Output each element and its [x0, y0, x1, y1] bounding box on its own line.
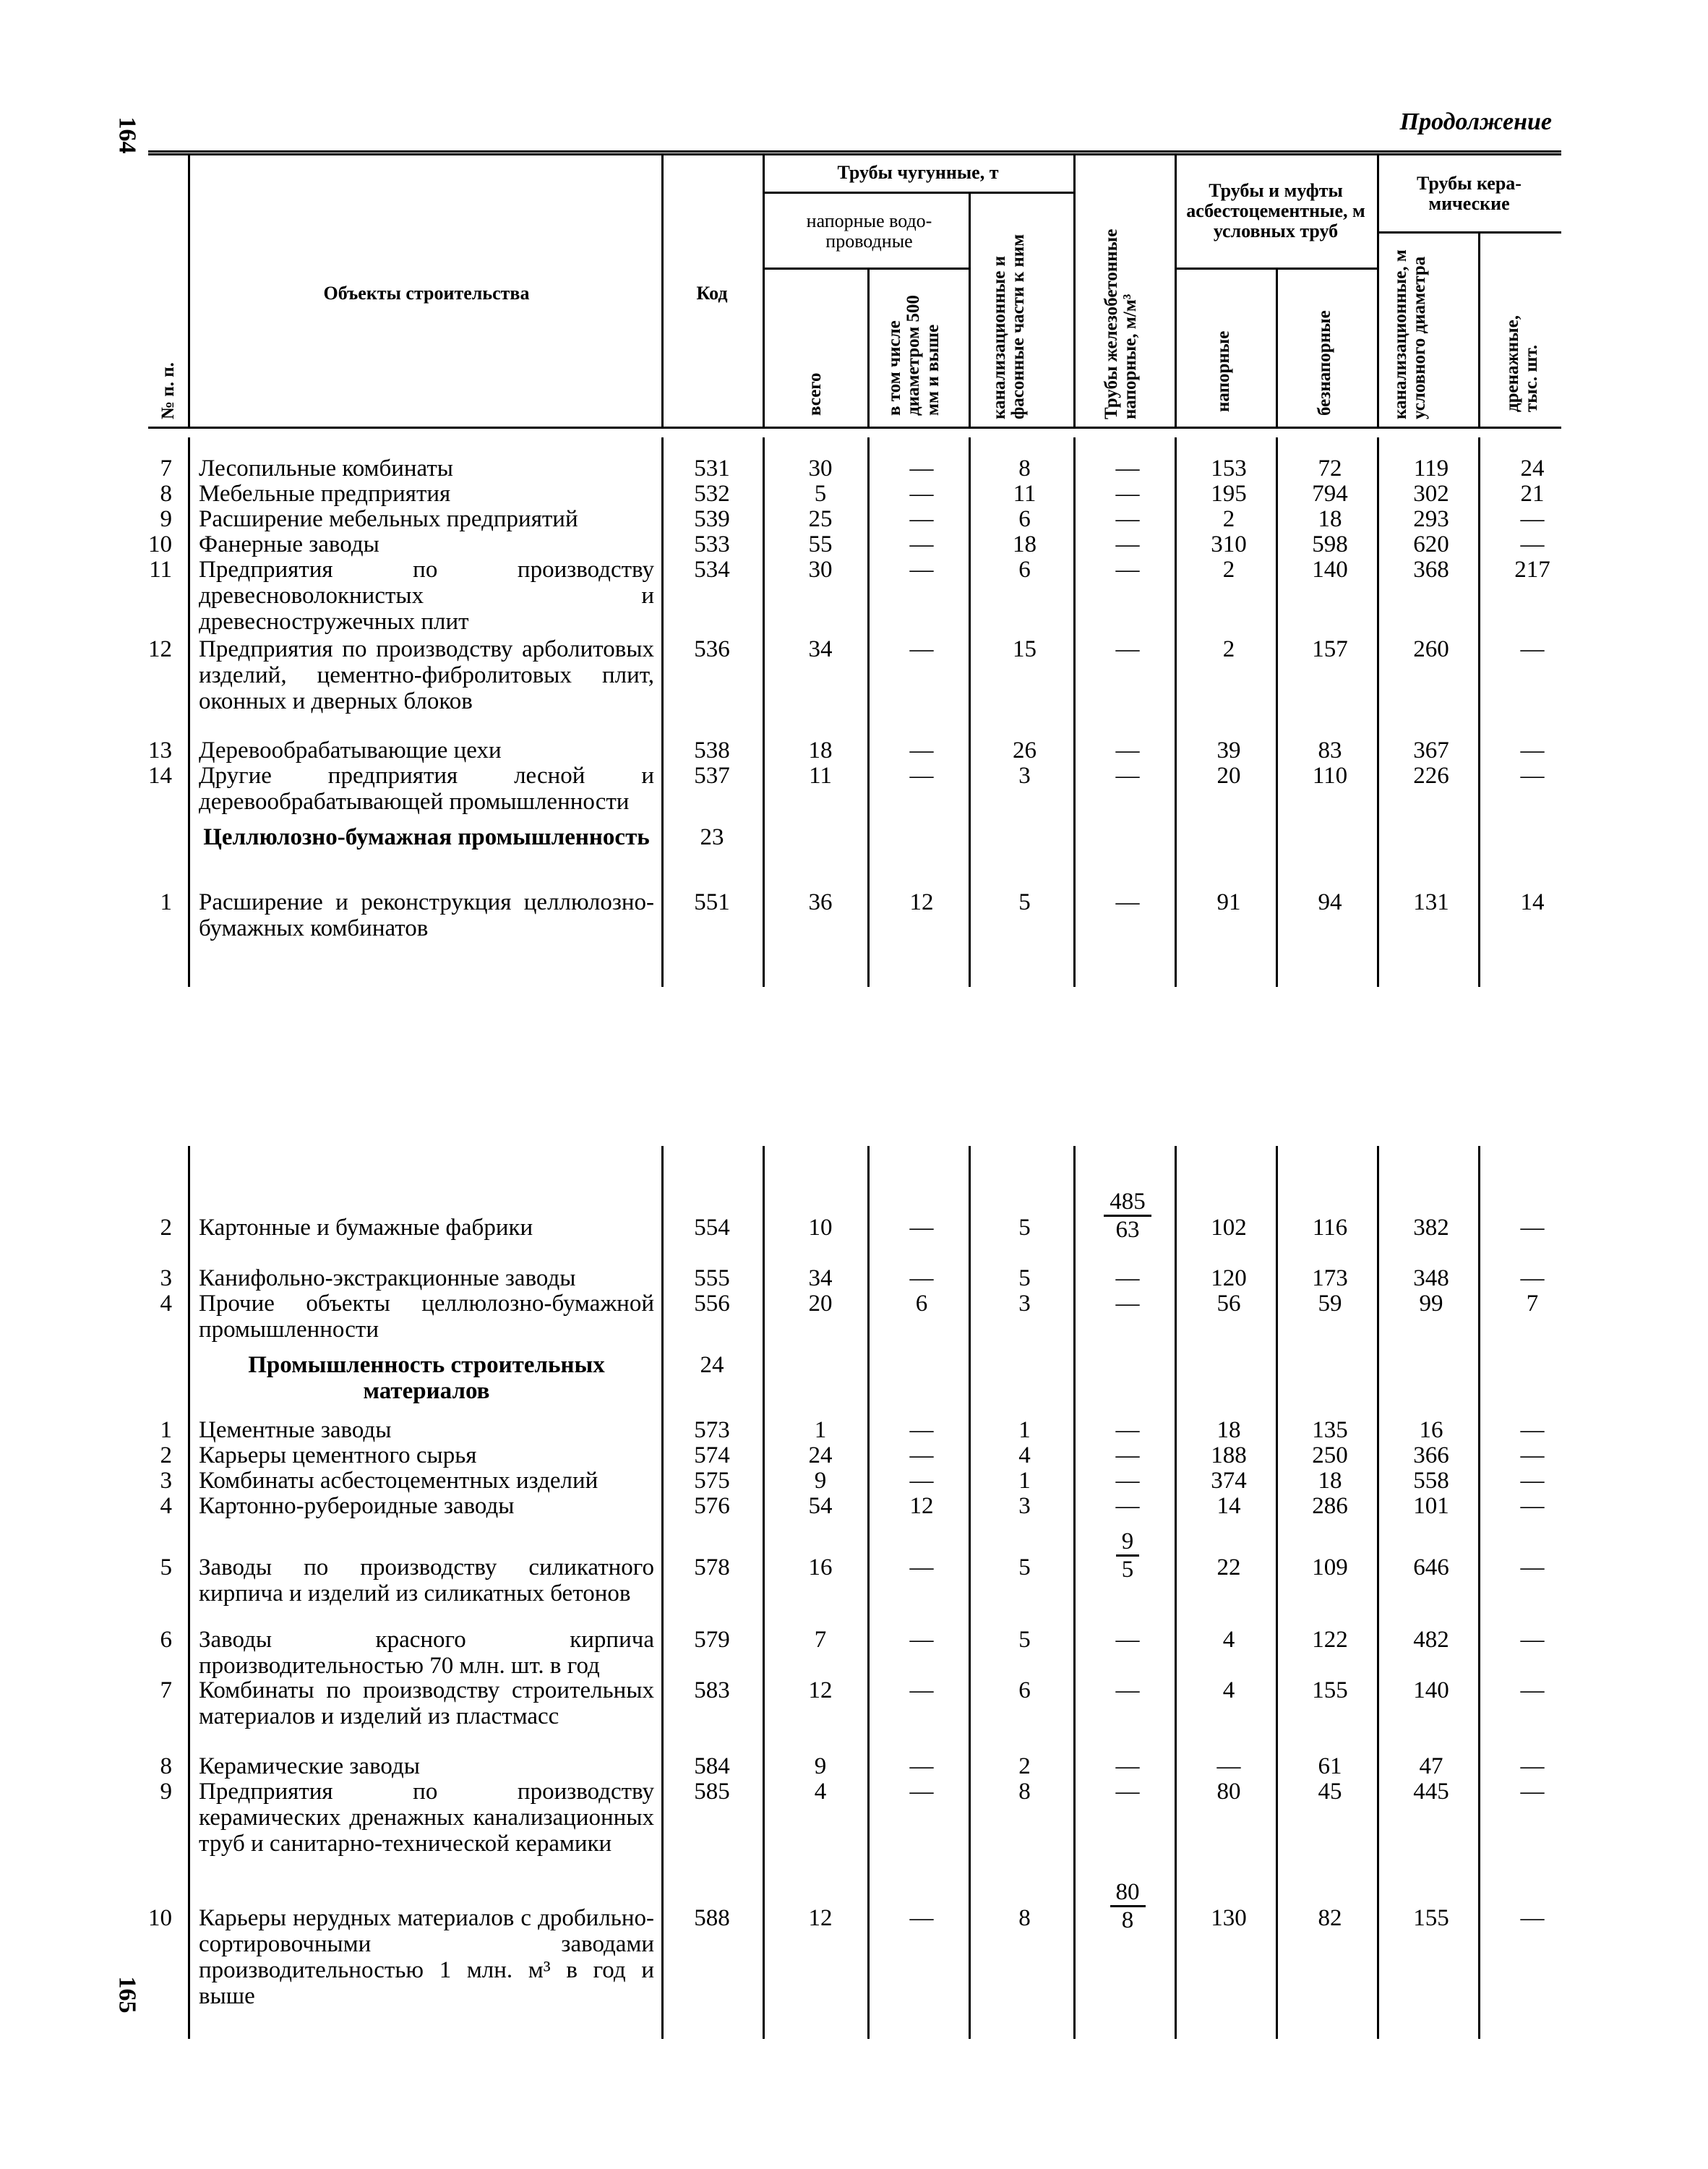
cell-asb-nonpressure: 61 — [1318, 1753, 1342, 1779]
cell-total: 25 — [808, 506, 833, 532]
row-number: 13 — [148, 737, 172, 763]
cell-asb-nonpressure: 135 — [1312, 1417, 1348, 1443]
fraction-denominator: 8 — [1121, 1907, 1134, 1933]
object-name: Карьеры цементного сырья — [199, 1442, 477, 1468]
object-code: 537 — [694, 763, 730, 789]
cell-diam-500: — — [909, 1753, 934, 1779]
cell-asb-pressure: 195 — [1211, 481, 1247, 507]
cell-diam-500: — — [909, 1215, 934, 1241]
cell-ceramic-sewer: 260 — [1413, 636, 1449, 662]
cell-ceramic-sewer: 99 — [1419, 1291, 1443, 1317]
cell-sewer-fittings: 15 — [1013, 636, 1037, 662]
object-code: 538 — [694, 737, 730, 763]
cell-sewer-fittings: 8 — [1018, 455, 1031, 482]
cell-drainage: — — [1520, 1905, 1545, 1931]
cell-rc-pressure: — — [1115, 1627, 1140, 1653]
cell-total: 16 — [808, 1554, 833, 1580]
cell-ceramic-sewer: 16 — [1419, 1417, 1443, 1443]
cell-drainage: — — [1520, 737, 1545, 763]
object-name: Заводы красного кирпича производительностью 70 млн. шт. в год — [199, 1627, 654, 1679]
header-cast-iron: Трубы чугунные, т — [837, 162, 999, 183]
cell-sewer-fittings: 5 — [1018, 1265, 1031, 1291]
table-body-top — [0, 437, 1708, 991]
object-name: Предприятия по производству древесноволокнистых и древесностружечных плит — [199, 557, 654, 635]
cell-drainage: — — [1520, 1215, 1545, 1241]
fraction-numerator: 9 — [1116, 1528, 1140, 1557]
cell-drainage: — — [1520, 636, 1545, 662]
header-num: № п. п. — [158, 362, 178, 419]
object-name: Картонно-рубероидные заводы — [199, 1493, 515, 1519]
cell-asb-nonpressure: 82 — [1318, 1905, 1342, 1931]
cell-asb-nonpressure: 140 — [1312, 557, 1348, 583]
cell-sewer-fittings: 26 — [1013, 737, 1037, 763]
row-number: 9 — [160, 1779, 172, 1805]
row-number: 7 — [160, 455, 172, 482]
header-drainage: дренажные, тыс. шт. — [1503, 315, 1542, 412]
cell-rc-pressure — [1077, 1189, 1178, 1243]
cell-sewer-fittings: 1 — [1018, 1468, 1031, 1494]
cell-asb-nonpressure: 72 — [1318, 455, 1342, 482]
cell-drainage: — — [1520, 1442, 1545, 1468]
fraction-value — [1110, 1879, 1146, 1933]
object-name: Керамические заводы — [199, 1753, 420, 1779]
row-number: 8 — [160, 481, 172, 507]
cell-asb-pressure: 18 — [1216, 1417, 1241, 1443]
row-number: 10 — [148, 1905, 172, 1931]
cell-total: 11 — [809, 763, 832, 789]
header-ceramic-sewer: канализационные, м условного диаметра — [1391, 249, 1430, 419]
fraction-value — [1116, 1528, 1140, 1583]
cell-ceramic-sewer: 558 — [1413, 1468, 1449, 1494]
cell-rc-pressure: — — [1115, 1291, 1140, 1317]
header-objects: Объекты строительства — [323, 283, 530, 304]
row-number: 1 — [160, 1417, 172, 1443]
cell-diam-500: — — [909, 737, 934, 763]
cell-ceramic-sewer: 226 — [1413, 763, 1449, 789]
header-code: Код — [696, 283, 728, 304]
cell-rc-pressure: — — [1115, 455, 1140, 482]
cell-rc-pressure: — — [1115, 1493, 1140, 1519]
cell-sewer-fittings: 5 — [1018, 1215, 1031, 1241]
object-name: Расширение мебельных предприятий — [199, 506, 578, 532]
row-number: 9 — [160, 506, 172, 532]
object-code: 534 — [694, 557, 730, 583]
cell-drainage: — — [1520, 1493, 1545, 1519]
object-name: Предприятия по производству керамических дренажных канализационных труб и санитарно-технической керамики — [199, 1779, 654, 1857]
cell-total: 34 — [808, 636, 833, 662]
cell-sewer-fittings: 5 — [1018, 889, 1031, 915]
object-code: 531 — [694, 455, 730, 482]
row-number: 5 — [160, 1554, 172, 1580]
cell-rc-pressure — [1077, 1528, 1178, 1583]
object-code: 556 — [694, 1291, 730, 1317]
cell-drainage: — — [1520, 1753, 1545, 1779]
cell-ceramic-sewer: 302 — [1413, 481, 1449, 507]
object-code: 555 — [694, 1265, 730, 1291]
cell-diam-500: — — [909, 1627, 934, 1653]
cell-ceramic-sewer: 366 — [1413, 1442, 1449, 1468]
object-name: Прочие объекты целлюлозно-бумажной промышленности — [199, 1291, 654, 1343]
object-code: 532 — [694, 481, 730, 507]
cell-asb-pressure: 22 — [1216, 1554, 1241, 1580]
object-code: 554 — [694, 1215, 730, 1241]
cell-asb-nonpressure: 109 — [1312, 1554, 1348, 1580]
cell-rc-pressure: — — [1115, 1468, 1140, 1494]
cell-ceramic-sewer: 367 — [1413, 737, 1449, 763]
object-code: 24 — [700, 1352, 724, 1378]
cell-sewer-fittings: 6 — [1018, 506, 1031, 532]
object-name: Заводы по производству силикатного кирпича и изделий из силикатных бетонов — [199, 1554, 654, 1607]
cell-asb-nonpressure: 157 — [1312, 636, 1348, 662]
cell-drainage: — — [1520, 1677, 1545, 1703]
cell-ceramic-sewer: 131 — [1413, 889, 1449, 915]
cell-asb-nonpressure: 18 — [1318, 1468, 1342, 1494]
object-code: 573 — [694, 1417, 730, 1443]
cell-diam-500: — — [909, 636, 934, 662]
cell-drainage: — — [1520, 1779, 1545, 1805]
cell-total: 55 — [808, 531, 833, 557]
cell-asb-nonpressure: 45 — [1318, 1779, 1342, 1805]
cell-rc-pressure: — — [1115, 1442, 1140, 1468]
object-name: Комбинаты по производству строительных материалов и изделий из пластмасс — [199, 1677, 654, 1729]
object-code: 584 — [694, 1753, 730, 1779]
cell-ceramic-sewer: 445 — [1413, 1779, 1449, 1805]
row-number: 14 — [148, 763, 172, 789]
page-number-bottom: 165 — [113, 1976, 141, 2014]
row-number: 4 — [160, 1291, 172, 1317]
cell-rc-pressure: — — [1115, 557, 1140, 583]
cell-ceramic-sewer: 293 — [1413, 506, 1449, 532]
cell-ceramic-sewer: 646 — [1413, 1554, 1449, 1580]
object-code: 533 — [694, 531, 730, 557]
cell-asb-nonpressure: 250 — [1312, 1442, 1348, 1468]
cell-rc-pressure: — — [1115, 763, 1140, 789]
header-asbestos: Трубы и муфты асбестоцементные, м условных труб — [1186, 180, 1365, 242]
continuation-label: Продолжение — [1399, 108, 1552, 135]
cell-ceramic-sewer: 620 — [1413, 531, 1449, 557]
cell-asb-pressure: 4 — [1222, 1627, 1235, 1653]
cell-total: 7 — [814, 1627, 827, 1653]
object-code: 585 — [694, 1779, 730, 1805]
cell-asb-pressure: 4 — [1222, 1677, 1235, 1703]
cell-asb-pressure: 2 — [1222, 506, 1235, 532]
cell-ceramic-sewer: 368 — [1413, 557, 1449, 583]
object-code: 574 — [694, 1442, 730, 1468]
object-name: Расширение и реконструкция целлюлозно-бумажных комбинатов — [199, 889, 654, 941]
cell-sewer-fittings: 3 — [1018, 1291, 1031, 1317]
cell-drainage: 21 — [1520, 481, 1545, 507]
cell-sewer-fittings: 8 — [1018, 1905, 1031, 1931]
fraction-denominator: 5 — [1121, 1557, 1134, 1583]
cell-total: 10 — [808, 1215, 833, 1241]
cell-rc-pressure: — — [1115, 1265, 1140, 1291]
cell-drainage: — — [1520, 1417, 1545, 1443]
header-500mm: в том числе диаметром 500 мм и выше — [885, 295, 943, 416]
cell-rc-pressure: — — [1115, 1677, 1140, 1703]
cell-rc-pressure: — — [1115, 1417, 1140, 1443]
cell-asb-pressure: 14 — [1216, 1493, 1241, 1519]
cell-asb-nonpressure: 122 — [1312, 1627, 1348, 1653]
cell-total: 36 — [808, 889, 833, 915]
cell-rc-pressure: — — [1115, 531, 1140, 557]
fraction-numerator: 80 — [1110, 1879, 1146, 1907]
cell-diam-500: 12 — [909, 1493, 934, 1519]
cell-diam-500: — — [909, 1265, 934, 1291]
object-code: 579 — [694, 1627, 730, 1653]
cell-total: 9 — [814, 1468, 827, 1494]
header-nonpressure: безнапорные — [1315, 310, 1334, 416]
cell-drainage: — — [1520, 531, 1545, 557]
cell-sewer-fittings: 3 — [1018, 1493, 1031, 1519]
header-pressure: напорные — [1214, 330, 1233, 412]
object-name: Цементные заводы — [199, 1417, 392, 1443]
cell-total: 24 — [808, 1442, 833, 1468]
cell-ceramic-sewer: 155 — [1413, 1905, 1449, 1931]
section-heading: Целлюлозно-бумажная промышленность — [203, 824, 650, 850]
cell-total: 18 — [808, 737, 833, 763]
object-name: Фанерные заводы — [199, 531, 379, 557]
cell-sewer-fittings: 1 — [1018, 1417, 1031, 1443]
cell-asb-pressure: 310 — [1211, 531, 1247, 557]
cell-ceramic-sewer: 101 — [1413, 1493, 1449, 1519]
cell-asb-pressure: 130 — [1211, 1905, 1247, 1931]
cell-asb-pressure: 153 — [1211, 455, 1247, 482]
cell-asb-pressure: 102 — [1211, 1215, 1247, 1241]
header-ceramic: Трубы кера-мические — [1417, 173, 1522, 215]
cell-drainage: — — [1520, 763, 1545, 789]
cell-drainage: — — [1520, 1468, 1545, 1494]
cell-asb-nonpressure: 94 — [1318, 889, 1342, 915]
object-code: 23 — [700, 824, 724, 850]
cell-asb-pressure: 188 — [1211, 1442, 1247, 1468]
row-number: 12 — [148, 636, 172, 662]
cell-asb-nonpressure: 83 — [1318, 737, 1342, 763]
cell-ceramic-sewer: 47 — [1419, 1753, 1443, 1779]
header-sewer-fittings: канализационные и фасонные части к ним — [990, 234, 1029, 419]
cell-rc-pressure: — — [1115, 506, 1140, 532]
cell-sewer-fittings: 6 — [1018, 557, 1031, 583]
cell-asb-pressure: 120 — [1211, 1265, 1247, 1291]
cell-diam-500: — — [909, 1779, 934, 1805]
fraction-numerator: 485 — [1104, 1189, 1151, 1217]
cell-asb-nonpressure: 173 — [1312, 1265, 1348, 1291]
cell-diam-500: — — [909, 1905, 934, 1931]
object-code: 588 — [694, 1905, 730, 1931]
row-number: 2 — [160, 1215, 172, 1241]
row-number: 6 — [160, 1627, 172, 1653]
cell-asb-pressure: 374 — [1211, 1468, 1247, 1494]
page-number-top: 164 — [113, 116, 141, 154]
cell-asb-nonpressure: 598 — [1312, 531, 1348, 557]
cell-sewer-fittings: 5 — [1018, 1627, 1031, 1653]
cell-asb-pressure: 56 — [1216, 1291, 1241, 1317]
cell-diam-500: — — [909, 531, 934, 557]
cell-sewer-fittings: 5 — [1018, 1554, 1031, 1580]
cell-ceramic-sewer: 382 — [1413, 1215, 1449, 1241]
cell-sewer-fittings: 18 — [1013, 531, 1037, 557]
table-body-bottom — [0, 1146, 1708, 2042]
object-name: Деревообрабатывающие цехи — [199, 737, 502, 763]
row-number: 2 — [160, 1442, 172, 1468]
cell-rc-pressure — [1077, 1879, 1178, 1933]
cell-sewer-fittings: 11 — [1013, 481, 1037, 507]
cell-rc-pressure: — — [1115, 636, 1140, 662]
cell-ceramic-sewer: 119 — [1413, 455, 1449, 482]
cell-asb-nonpressure: 794 — [1312, 481, 1348, 507]
cell-diam-500: — — [909, 481, 934, 507]
object-code: 576 — [694, 1493, 730, 1519]
cell-asb-pressure: 91 — [1216, 889, 1241, 915]
cell-diam-500: — — [909, 1442, 934, 1468]
cell-total: 1 — [814, 1417, 827, 1443]
cell-total: 54 — [808, 1493, 833, 1519]
cell-asb-nonpressure: 116 — [1312, 1215, 1348, 1241]
cell-diam-500: — — [909, 1468, 934, 1494]
object-code: 536 — [694, 636, 730, 662]
object-name: Карьеры нерудных материалов с дробильно-сортировочными заводами производительностью 1 млн. м³ в год и выше — [199, 1905, 654, 2009]
row-number: 4 — [160, 1493, 172, 1519]
cell-drainage: 14 — [1520, 889, 1545, 915]
object-name: Комбинаты асбестоцементных изделий — [199, 1468, 598, 1494]
object-code: 575 — [694, 1468, 730, 1494]
row-number: 3 — [160, 1468, 172, 1494]
object-name: Другие предприятия лесной и деревообрабатывающей промышленности — [199, 763, 654, 815]
cell-sewer-fittings: 8 — [1018, 1779, 1031, 1805]
cell-diam-500: — — [909, 1677, 934, 1703]
cell-asb-pressure: — — [1216, 1753, 1241, 1779]
cell-drainage: — — [1520, 506, 1545, 532]
cell-diam-500: — — [909, 455, 934, 482]
cell-sewer-fittings: 6 — [1018, 1677, 1031, 1703]
row-number: 3 — [160, 1265, 172, 1291]
cell-asb-pressure: 2 — [1222, 557, 1235, 583]
cell-total: 20 — [808, 1291, 833, 1317]
cell-ceramic-sewer: 348 — [1413, 1265, 1449, 1291]
cell-diam-500: 6 — [915, 1291, 928, 1317]
object-code: 583 — [694, 1677, 730, 1703]
header-total: всего — [805, 372, 825, 416]
cell-drainage: 217 — [1514, 557, 1550, 583]
cell-total: 30 — [808, 455, 833, 482]
cell-diam-500: 12 — [909, 889, 934, 915]
object-code: 539 — [694, 506, 730, 532]
cell-rc-pressure: — — [1115, 889, 1140, 915]
cell-asb-pressure: 20 — [1216, 763, 1241, 789]
cell-total: 12 — [808, 1677, 833, 1703]
header-rc-pipes: Трубы железобетонные напорные, м/м³ — [1102, 228, 1141, 419]
row-number: 10 — [148, 531, 172, 557]
cell-rc-pressure: — — [1115, 481, 1140, 507]
cell-diam-500: — — [909, 1417, 934, 1443]
cell-drainage: — — [1520, 1627, 1545, 1653]
row-number: 1 — [160, 889, 172, 915]
cell-asb-pressure: 80 — [1216, 1779, 1241, 1805]
cell-drainage: 24 — [1520, 455, 1545, 482]
object-name: Предприятия по производству арболитовых изделий, цементно-фибролитовых плит, оконных и дверных блоков — [199, 636, 654, 714]
object-name: Канифольно-экстракционные заводы — [199, 1265, 576, 1291]
cell-rc-pressure: — — [1115, 1753, 1140, 1779]
cell-total: 4 — [814, 1779, 827, 1805]
object-name: Мебельные предприятия — [199, 481, 451, 507]
cell-total: 5 — [814, 481, 827, 507]
cell-asb-nonpressure: 59 — [1318, 1291, 1342, 1317]
cell-asb-nonpressure: 155 — [1312, 1677, 1348, 1703]
cell-total: 9 — [814, 1753, 827, 1779]
object-name: Картонные и бумажные фабрики — [199, 1215, 533, 1241]
cell-rc-pressure: — — [1115, 737, 1140, 763]
row-number: 7 — [160, 1677, 172, 1703]
cell-sewer-fittings: 3 — [1018, 763, 1031, 789]
object-name: Лесопильные комбинаты — [199, 455, 453, 482]
cell-diam-500: — — [909, 557, 934, 583]
cell-sewer-fittings: 2 — [1018, 1753, 1031, 1779]
cell-drainage: 7 — [1526, 1291, 1539, 1317]
cell-total: 12 — [808, 1905, 833, 1931]
cell-drainage: — — [1520, 1265, 1545, 1291]
cell-asb-pressure: 2 — [1222, 636, 1235, 662]
cell-diam-500: — — [909, 763, 934, 789]
row-number: 11 — [149, 557, 172, 583]
fraction-denominator: 63 — [1115, 1217, 1140, 1243]
cell-ceramic-sewer: 482 — [1413, 1627, 1449, 1653]
cell-asb-nonpressure: 286 — [1312, 1493, 1348, 1519]
object-code: 578 — [694, 1554, 730, 1580]
cell-total: 34 — [808, 1265, 833, 1291]
object-code: 551 — [694, 889, 730, 915]
cell-sewer-fittings: 4 — [1018, 1442, 1031, 1468]
section-heading: Промышленность строительных материалов — [248, 1352, 605, 1404]
cell-asb-nonpressure: 18 — [1318, 506, 1342, 532]
cell-rc-pressure: — — [1115, 1779, 1140, 1805]
row-number: 8 — [160, 1753, 172, 1779]
cell-drainage: — — [1520, 1554, 1545, 1580]
cell-total: 30 — [808, 557, 833, 583]
header-pressure-water: напорные водо-проводные — [806, 210, 932, 252]
cell-asb-nonpressure: 110 — [1312, 763, 1348, 789]
cell-ceramic-sewer: 140 — [1413, 1677, 1449, 1703]
cell-asb-pressure: 39 — [1216, 737, 1241, 763]
cell-diam-500: — — [909, 506, 934, 532]
cell-diam-500: — — [909, 1554, 934, 1580]
fraction-value — [1104, 1189, 1151, 1243]
